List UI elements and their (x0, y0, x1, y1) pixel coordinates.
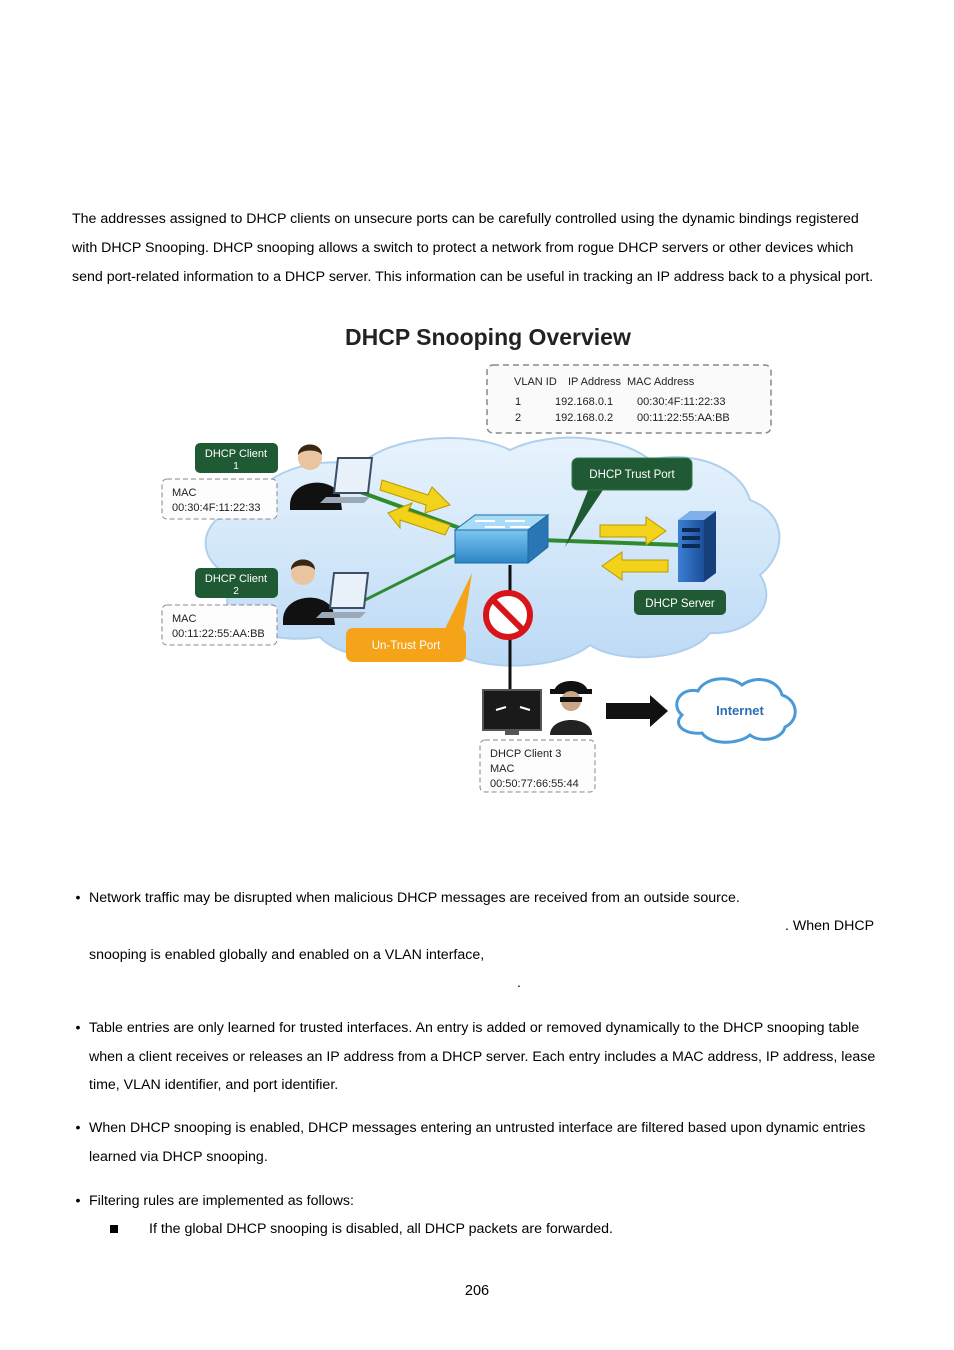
bullet-item (72, 1114, 892, 1171)
intro-paragraph (72, 205, 892, 292)
client1-number: 1 (233, 461, 239, 472)
server-label-text: DHCP Server (645, 598, 715, 610)
bullet-item (72, 1187, 892, 1216)
internet-cloud (677, 679, 795, 743)
table-header-vlan: VLAN ID (514, 376, 557, 388)
square-bullet-icon (110, 1225, 118, 1233)
fragment-text: snooping is enabled globally and enabled on a VLAN interface, (89, 947, 485, 963)
internet-label: Internet (716, 703, 764, 718)
client2-mac-label: MAC (172, 613, 197, 625)
sub-bullet-item (110, 1215, 890, 1243)
bullet-text: Table entries are only learned for trusted interfaces. An entry is added or removed dynamically to the DHCP snooping table (89, 1020, 860, 1036)
client1-mac-label: MAC (172, 487, 197, 499)
dhcp-snooping-figure (150, 315, 810, 805)
server-label (634, 590, 726, 615)
table-cell: 2 (515, 412, 522, 424)
table-cell: 192.168.0.1 (555, 396, 614, 408)
table-cell: 1 (515, 396, 522, 408)
client2-label: DHCP Client (204, 573, 268, 585)
client1-label: DHCP Client (204, 448, 268, 460)
bullet-dot: • (75, 1020, 81, 1036)
sub-bullet-text: If the global DHCP snooping is disabled, all DHCP packets are forwarded. (149, 1221, 613, 1237)
client2-number: 2 (233, 586, 239, 597)
block-icon (486, 593, 530, 637)
bullet-text: When DHCP snooping is enabled, DHCP messages entering an untrusted interface are filtered based upon dynamic entries (89, 1120, 866, 1136)
monitor-icon (483, 690, 541, 735)
table-cell: 00:11:22:55:AA:BB (637, 412, 730, 424)
client1-mac: 00:30:4F:11:22:33 (172, 502, 261, 514)
untrust-port-label: Un-Trust Port (371, 640, 441, 652)
table-header-ip: IP Address (568, 376, 621, 388)
trust-port-label: DHCP Trust Port (589, 469, 675, 481)
bullet-dot: • (75, 890, 81, 906)
bullet-dot: • (75, 1193, 81, 1209)
bullet-item (72, 884, 892, 913)
client3-label: DHCP Client 3 (490, 748, 562, 760)
bullet-text: learned via DHCP snooping. (89, 1148, 268, 1165)
bullet-text: time, VLAN identifier, and port identifier. (89, 1077, 339, 1093)
binding-table (487, 365, 771, 433)
switch-icon (455, 515, 548, 563)
hacker-icon (550, 681, 592, 735)
client1 (162, 443, 372, 519)
client3-mac-label: MAC (490, 763, 515, 775)
table-cell: 192.168.0.2 (555, 412, 614, 424)
client2-mac: 00:11:22:55:AA:BB (172, 628, 265, 640)
arrow-to-internet-icon (606, 695, 668, 727)
fragment-text: . (517, 975, 521, 991)
table-cell: 00:30:4F:11:22:33 (637, 396, 726, 408)
server-icon (678, 511, 716, 582)
table-header-mac: MAC Address (627, 376, 695, 388)
bullet-text: when a client receives or releases an IP address from a DHCP server. Each entry includes a MAC address, IP address, lease (89, 1048, 876, 1065)
client3 (480, 681, 595, 792)
intro-line: The addresses assigned to DHCP clients on unsecure ports can be carefully controlled using the dynamic bindings registered (72, 211, 859, 227)
figure-title: DHCP Snooping Overview (345, 324, 631, 350)
fragment-text: . When DHCP (785, 918, 875, 934)
bullet-item (72, 1014, 892, 1100)
bullet-text: Filtering rules are implemented as follows: (89, 1193, 354, 1209)
bullet-dot: • (75, 1120, 81, 1136)
page-number: 206 (464, 1283, 490, 1299)
intro-line: send port-related information to a DHCP server. This information can be useful in tracking an IP address back to a physical port. (72, 269, 874, 285)
intro-line: with DHCP Snooping. DHCP snooping allows a switch to protect a network from rogue DHCP servers or other devices which (72, 240, 854, 256)
bullet-text: Network traffic may be disrupted when malicious DHCP messages are received from an outside source. (89, 890, 740, 906)
client3-mac: 00:50:77:66:55:44 (490, 778, 579, 790)
